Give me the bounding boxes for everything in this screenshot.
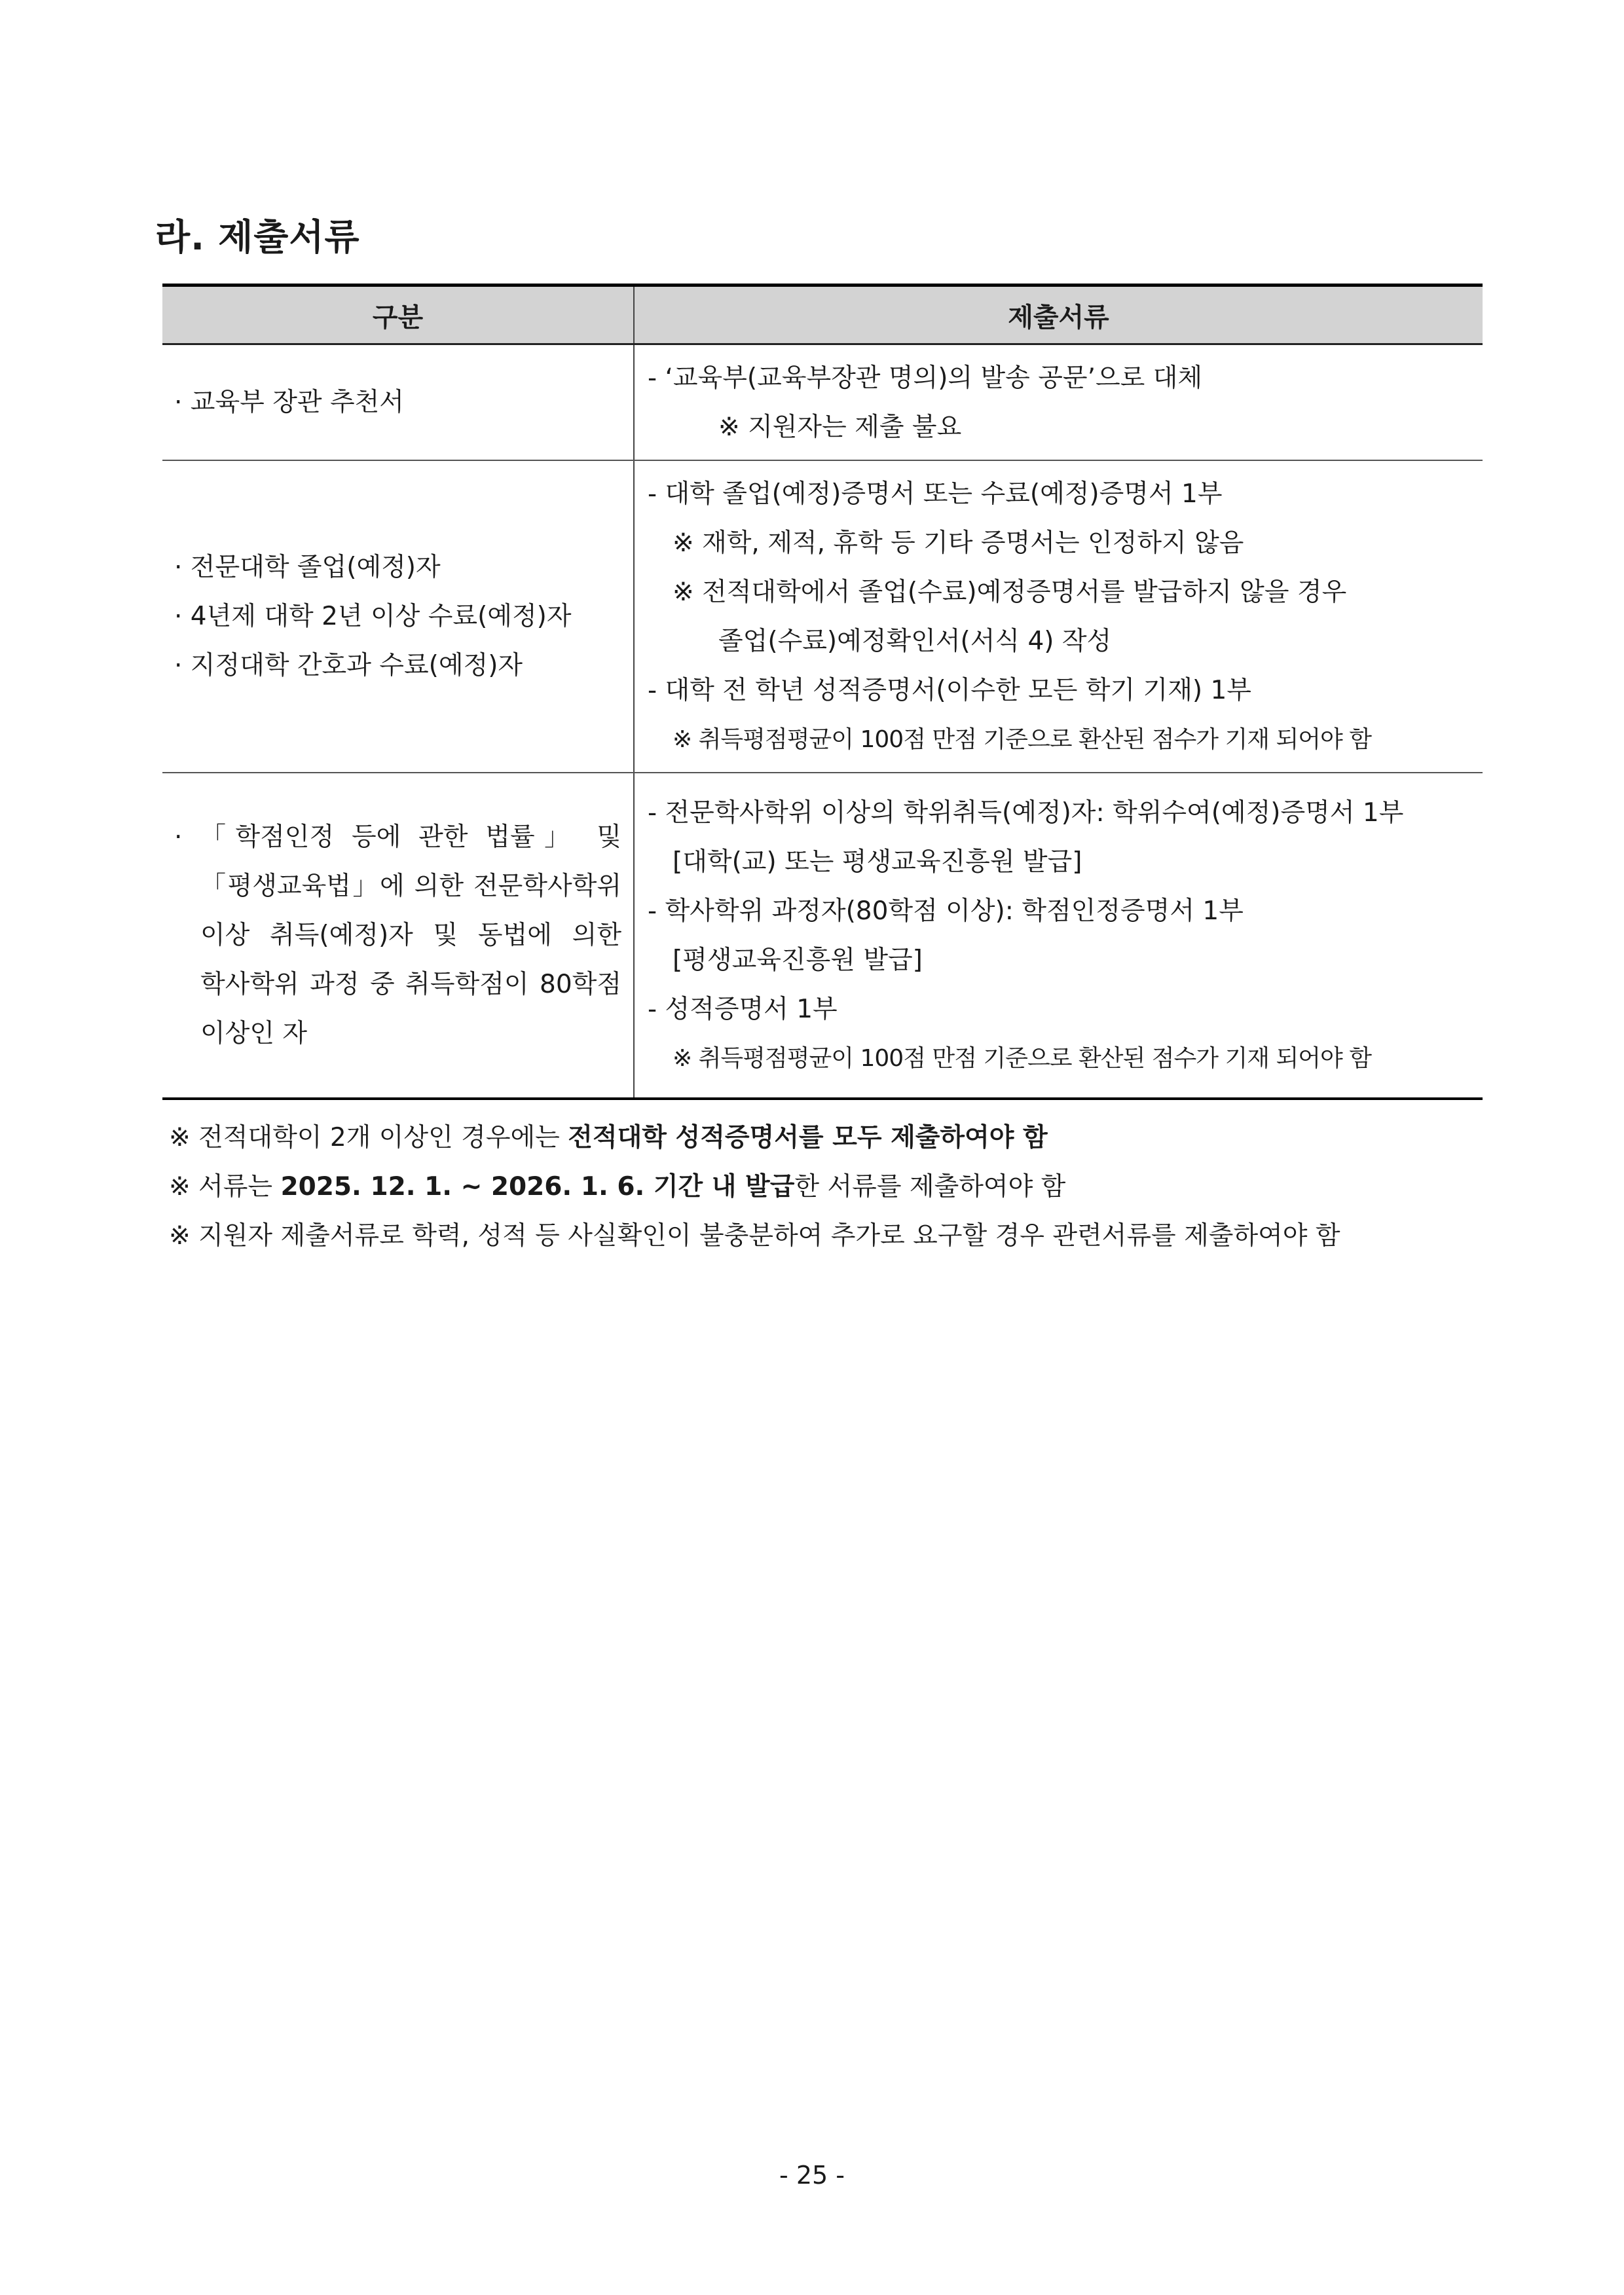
footnote [169, 1162, 1340, 1211]
header-documents: 제출서류 [634, 285, 1483, 344]
category-cell [162, 773, 634, 1099]
documents-table [162, 284, 1483, 1100]
footnote: ※ 지원자 제출서류로 학력, 성적 등 사실확인이 불충분하여 추가로 요구할 경우 관련서류를 제출하여야 함 [169, 1221, 1340, 1251]
section-title: 라. 제출서류 [155, 216, 360, 258]
document-line: - 전문학사학위 이상의 학위취득(예정)자: 학위수여(예정)증명서 1부 [648, 798, 1404, 828]
category-line: 「학점인정 등에 관한 법률」 및 [200, 822, 621, 852]
document-note: ※ 전적대학에서 졸업(수료)예정증명서를 발급하지 않을 경우 [673, 577, 1347, 607]
category-bullet-item [174, 813, 621, 1058]
document-note: ※ 지원자는 제출 불요 [718, 412, 962, 442]
category-line: 「평생교육법」에 의한 전문학사학위 [200, 872, 621, 901]
footnote-emphasis: 2025. 12. 1. ~ 2026. 1. 6. 기간 내 발급 [280, 1172, 795, 1202]
document-line: - 성적증명서 1부 [648, 994, 838, 1024]
category-cell [162, 344, 634, 461]
category-line: · 교육부 장관 추천서 [174, 388, 404, 417]
document-line: - 대학 전 학년 성적증명서(이수한 모든 학기 기재) 1부 [648, 675, 1251, 705]
bullet-mark: · [174, 822, 183, 852]
document-line: - ‘교육부(교육부장관 명의)의 발송 공문’으로 대체 [648, 363, 1203, 393]
document-line: - 학사학위 과정자(80학점 이상): 학점인정증명서 1부 [648, 896, 1244, 926]
footnote-text: 한 서류를 제출하여야 함 [794, 1172, 1066, 1202]
document-note: [대학(교) 또는 평생교육진흥원 발급] [673, 847, 1082, 877]
document-note: [평생교육진흥원 발급] [673, 945, 923, 975]
category-line: · 지정대학 간호과 수료(예정)자 [174, 651, 523, 680]
footnotes [169, 1113, 1340, 1260]
page-number: - 25 - [779, 2161, 845, 2190]
footnote-emphasis: 전적대학 성적증명서를 모두 제출하여야 함 [568, 1123, 1048, 1152]
footnote-text: ※ 전적대학이 2개 이상인 경우에는 [169, 1123, 568, 1152]
document-note-continued: 졸업(수료)예정확인서(서식 4) 작성 [718, 626, 1112, 656]
documents-cell [634, 773, 1483, 1099]
footnote [169, 1113, 1340, 1162]
table-row [162, 344, 1483, 461]
document-line: - 대학 졸업(예정)증명서 또는 수료(예정)증명서 1부 [648, 479, 1223, 509]
category-line: 학사학위 과정 중 취득학점이 80학점 [200, 970, 621, 999]
category-line: 이상인 자 [200, 1019, 308, 1048]
category-line: · 전문대학 졸업(예정)자 [174, 553, 441, 582]
documents-cell [634, 460, 1483, 773]
footnote-text: ※ 서류는 [169, 1172, 281, 1202]
table-row [162, 460, 1483, 773]
document-note: ※ 취득평점평균이 100점 만점 기준으로 환산된 점수가 기재 되어야 함 [673, 725, 1372, 753]
table-row [162, 773, 1483, 1099]
header-category: 구분 [162, 285, 634, 344]
document-note: ※ 취득평점평균이 100점 만점 기준으로 환산된 점수가 기재 되어야 함 [673, 1044, 1372, 1072]
table-header-row [162, 285, 1483, 344]
category-line: · 4년제 대학 2년 이상 수료(예정)자 [174, 602, 572, 631]
category-text [200, 813, 621, 1058]
document-note: ※ 재학, 제적, 휴학 등 기타 증명서는 인정하지 않음 [673, 528, 1244, 558]
documents-cell [634, 344, 1483, 461]
category-line: 이상 취득(예정)자 및 동법에 의한 [200, 921, 621, 950]
category-cell [162, 460, 634, 773]
